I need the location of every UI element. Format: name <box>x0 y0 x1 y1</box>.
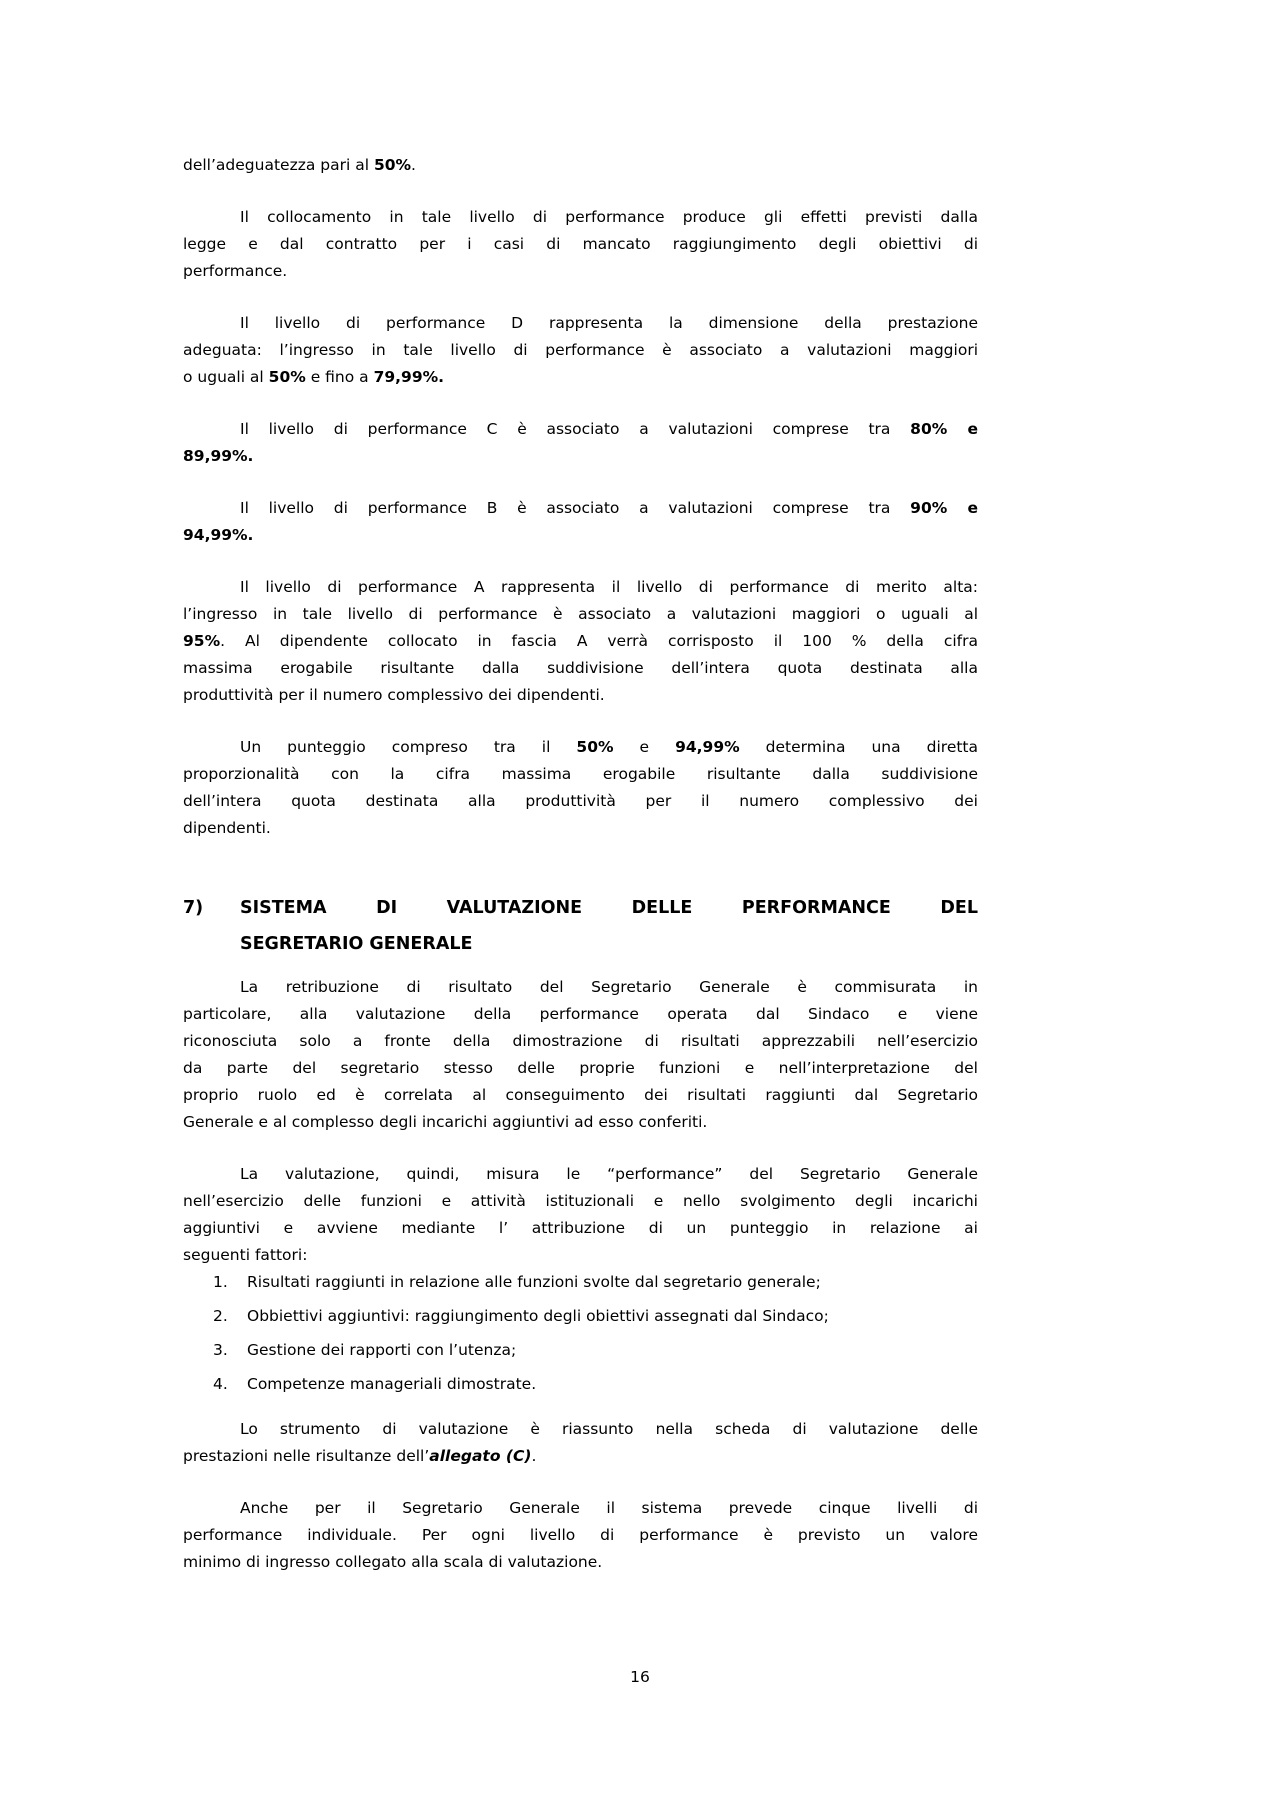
page-number: 16 <box>630 1668 650 1686</box>
section-heading-text: SISTEMA DI VALUTAZIONE DELLE PERFORMANCE DEL SEGRETARIO GENERALE <box>240 898 978 954</box>
paragraph-strumento: Lo strumento di valutazione è riassunto nella scheda di valutazione delle prestazioni nelle risultanze dell’allegato (C). <box>183 1420 978 1465</box>
paragraph-livello-a: Il livello di performance A rappresenta il livello di performance di merito alta: l’ingresso in tale livello di performance è associato a valutazioni maggiori o uguali al 95%. Al dipendente collocato in fascia A verrà corrisposto il 100 % della cifra massima erogabile risultante dalla suddivisione dell’intera quota destinata alla produttività per il numero complessivo dei dipendenti. <box>183 578 978 704</box>
list-item <box>183 1337 978 1364</box>
list-item-number: 4. <box>213 1375 228 1393</box>
list-item <box>183 1371 978 1398</box>
paragraph-collocamento: Il collocamento in tale livello di performance produce gli effetti previsti dalla legge e dal contratto per i casi di mancato raggiungimento degli obiettivi di performance. <box>183 208 978 280</box>
list-item-text: Gestione dei rapporti con l’utenza; <box>247 1341 517 1359</box>
paragraph-retribuzione: La retribuzione di risultato del Segretario Generale è commisurata in particolare, alla valutazione della performance operata dal Sindaco e viene riconosciuta solo a fronte della dimostrazione di risultati apprezzabili nell’esercizio da parte del segretario stesso delle proprie funzioni e nell’interpretazione del proprio ruolo ed è correlata al conseguimento dei risultati raggiunti dal Segretario Generale e al complesso degli incarichi aggiuntivi ad esso conferiti. <box>183 978 978 1131</box>
list-item-text: Obbiettivi aggiuntivi: raggiungimento degli obiettivi assegnati dal Sindaco; <box>247 1307 829 1325</box>
list-item-number: 1. <box>213 1273 228 1291</box>
list-item <box>183 1269 978 1296</box>
list-item <box>183 1303 978 1330</box>
paragraph-livello-c: Il livello di performance C è associato a valutazioni comprese tra 80% e 89,99%. <box>183 420 978 465</box>
paragraph-anche: Anche per il Segretario Generale il sistema prevede cinque livelli di performance individuale. Per ogni livello di performance è previsto un valore minimo di ingresso collegato alla scala di valutazione. <box>183 1499 978 1571</box>
paragraph-livello-d: Il livello di performance D rappresenta la dimensione della prestazione adeguata: l’ingresso in tale livello di performance è associato a valutazioni maggiori o uguali al 50% e fino a 79,99%. <box>183 314 978 386</box>
list-item-text: Competenze manageriali dimostrate. <box>247 1375 537 1393</box>
list-item-number: 2. <box>213 1307 228 1325</box>
paragraph-punteggio: Un punteggio compreso tra il 50% e 94,99% determina una diretta proporzionalità con la cifra massima erogabile risultante dalla suddivisione dell’intera quota destinata alla produttività per il numero complessivo dei dipendenti. <box>183 738 979 837</box>
factors-list <box>183 1269 978 1398</box>
paragraph-livello-b: Il livello di performance B è associato a valutazioni comprese tra 90% e 94,99%. <box>183 499 978 544</box>
section-heading <box>183 890 978 962</box>
list-item-text: Risultati raggiunti in relazione alle funzioni svolte dal segretario generale; <box>247 1273 821 1291</box>
section-number: 7) <box>183 898 204 918</box>
paragraph-valutazione: La valutazione, quindi, misura le “performance” del Segretario Generale nell’esercizio delle funzioni e attività istituzionali e nello svolgimento degli incarichi aggiuntivi e avviene mediante l’ attribuzione di un punteggio in relazione ai seguenti fattori: <box>183 1165 978 1264</box>
paragraph-adeguatezza-fragment: dell’adeguatezza pari al 50%. <box>183 156 416 174</box>
list-item-number: 3. <box>213 1341 228 1359</box>
